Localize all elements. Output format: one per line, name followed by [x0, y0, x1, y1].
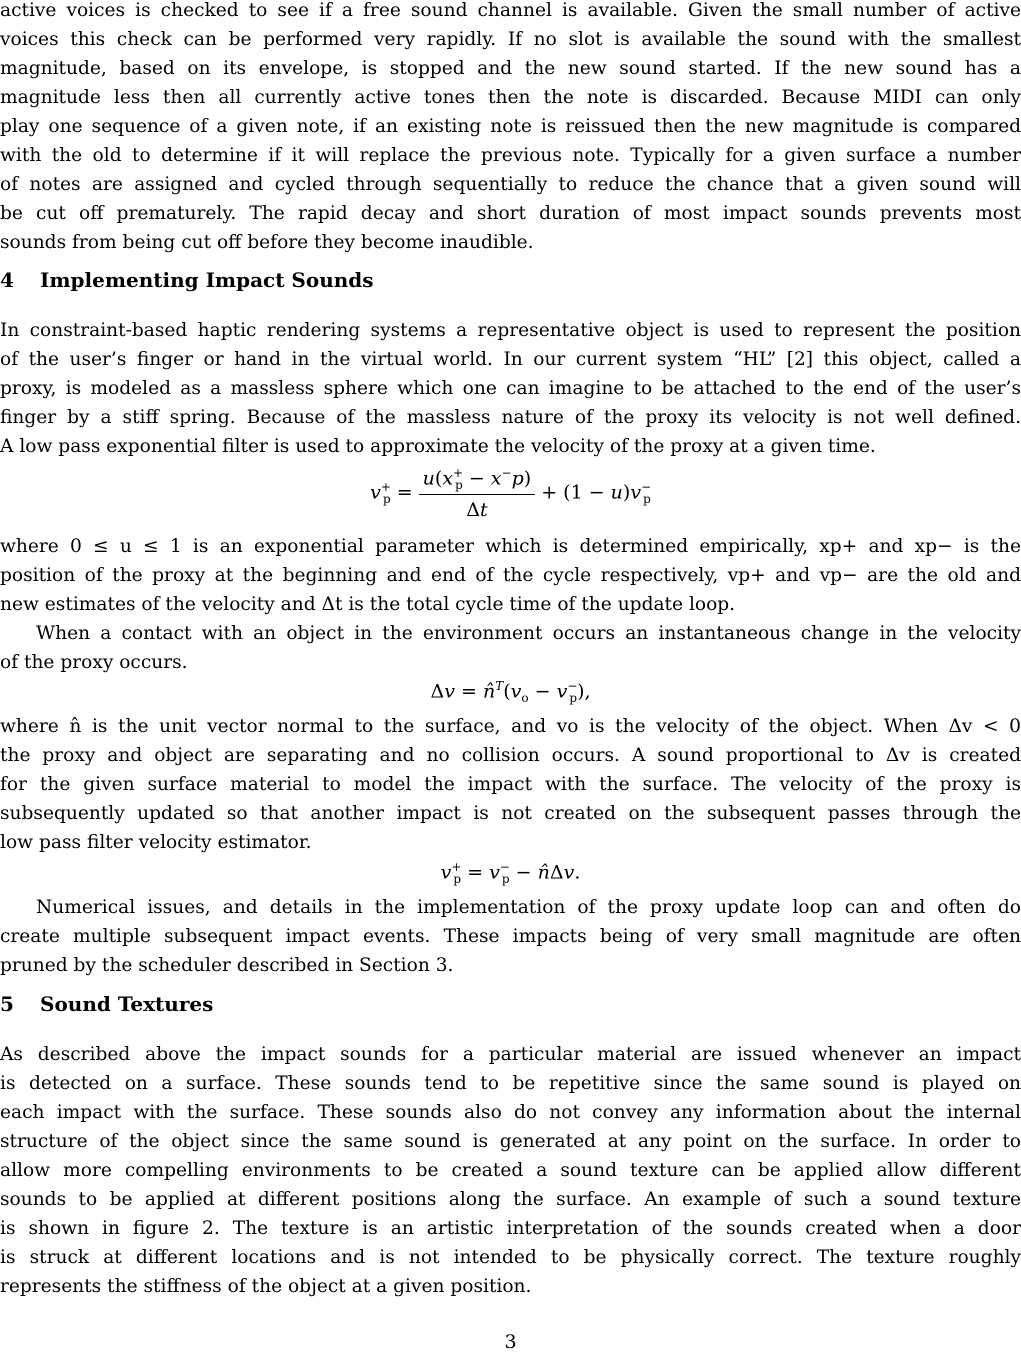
text-line: new estimates of the velocity and Δt is the total cycle time of the update loop.	[0, 594, 736, 615]
equation-velocity-update: $v^+_p = v^-_p$ − n̂Δv.	[440, 860, 581, 887]
text-line: In constraint-based haptic rendering systems a representative object is used to represent the position	[0, 320, 1021, 341]
section-heading-5	[0, 992, 213, 1016]
text-line: pruned by the scheduler described in Section 3.	[0, 955, 454, 976]
text-line: where n̂ is the unit vector normal to the surface, and vo is the velocity of the object. When Δv < 0	[0, 716, 1021, 737]
text-line: each impact with the surface. These sounds also do not convey any information about the internal	[0, 1102, 1021, 1123]
text-line: sounds to be applied at different positions along the surface. An example of such a sound texture	[0, 1189, 1021, 1210]
text-line: is shown in figure 2. The texture is an artistic interpretation of the sounds created when a door	[0, 1218, 1021, 1239]
section-number: 4	[0, 268, 14, 292]
equation-delta-v: $\Delta v = n̂^T(v_o - v^-_p)$,	[430, 679, 591, 706]
text-line: finger by a stiff spring. Because of the massless nature of the proxy its velocity is not well defined.	[0, 407, 1021, 428]
text-line: A low pass exponential filter is used to approximate the velocity of the proxy at a given time.	[0, 436, 876, 457]
text-line: the proxy and object are separating and no collision occurs. A sound proportional to Δv is created	[0, 745, 1021, 766]
equation-velocity-filter: $v^+_p$ = $\frac{u(x^+_p - x^-p)}{\Delta t}$ + $(1 - u)v^-_p$	[370, 466, 652, 522]
text-line: subsequently updated so that another impact is not created on the subsequent passes through the	[0, 803, 1021, 824]
text-line: voices this check can be performed very rapidly. If no slot is available the sound with the smallest	[0, 29, 1021, 50]
text-line: low pass filter velocity estimator.	[0, 832, 312, 853]
text-line: represents the stiffness of the object at a given position.	[0, 1276, 532, 1297]
text-line: of notes are assigned and cycled through sequentially to reduce the chance that a given sound will	[0, 174, 1021, 195]
text-line: create multiple subsequent impact events. These impacts being of very small magnitude are often	[0, 926, 1021, 947]
section-title: Implementing Impact Sounds	[40, 268, 374, 292]
section-number: 5	[0, 992, 14, 1016]
text-line: magnitude, based on its envelope, is stopped and the new sound started. If the new sound has a	[0, 58, 1021, 79]
section-title: Sound Textures	[40, 992, 214, 1016]
text-line: is detected on a surface. These sounds tend to be repetitive since the same sound is played on	[0, 1073, 1021, 1094]
text-line: allow more compelling environments to be created a sound texture can be applied allow different	[0, 1160, 1021, 1181]
text-line: is struck at different locations and is not intended to be physically correct. The texture roughly	[0, 1247, 1021, 1268]
text-line: be cut off prematurely. The rapid decay and short duration of most impact sounds prevents most	[0, 203, 1021, 224]
text-line: proxy, is modeled as a massless sphere which one can imagine to be attached to the end of the user’s	[0, 378, 1021, 399]
text-line: magnitude less then all currently active tones then the note is discarded. Because MIDI can only	[0, 87, 1021, 108]
text-line: structure of the object since the same sound is generated at any point on the surface. In order to	[0, 1131, 1021, 1152]
text-line: As described above the impact sounds for a particular material are issued whenever an impact	[0, 1044, 1021, 1065]
text-line: active voices is checked to see if a free sound channel is available. Given the small number of active	[0, 0, 1021, 21]
text-line: Numerical issues, and details in the implementation of the proxy update loop can and often do	[36, 897, 1021, 918]
page-number: 3	[504, 1331, 517, 1353]
text-line: of the proxy occurs.	[0, 652, 188, 673]
text-line: where 0 ≤ u ≤ 1 is an exponential parameter which is determined empirically, xp+ and xp− is the	[0, 536, 1021, 557]
section-heading-4	[0, 268, 374, 292]
text-line: with the old to determine if it will replace the previous note. Typically for a given surface a number	[0, 145, 1021, 166]
text-line: of the user’s finger or hand in the virtual world. In our current system “HL” [2] this object, called a	[0, 349, 1021, 370]
text-line: When a contact with an object in the environment occurs an instantaneous change in the velocity	[36, 623, 1021, 644]
text-line: play one sequence of a given note, if an existing note is reissued then the new magnitude is compared	[0, 116, 1021, 137]
text-line: position of the proxy at the beginning and end of the cycle respectively, vp+ and vp− are the old and	[0, 565, 1021, 586]
text-line: sounds from being cut off before they become inaudible.	[0, 232, 534, 253]
text-line: for the given surface material to model the impact with the surface. The velocity of the proxy is	[0, 774, 1021, 795]
